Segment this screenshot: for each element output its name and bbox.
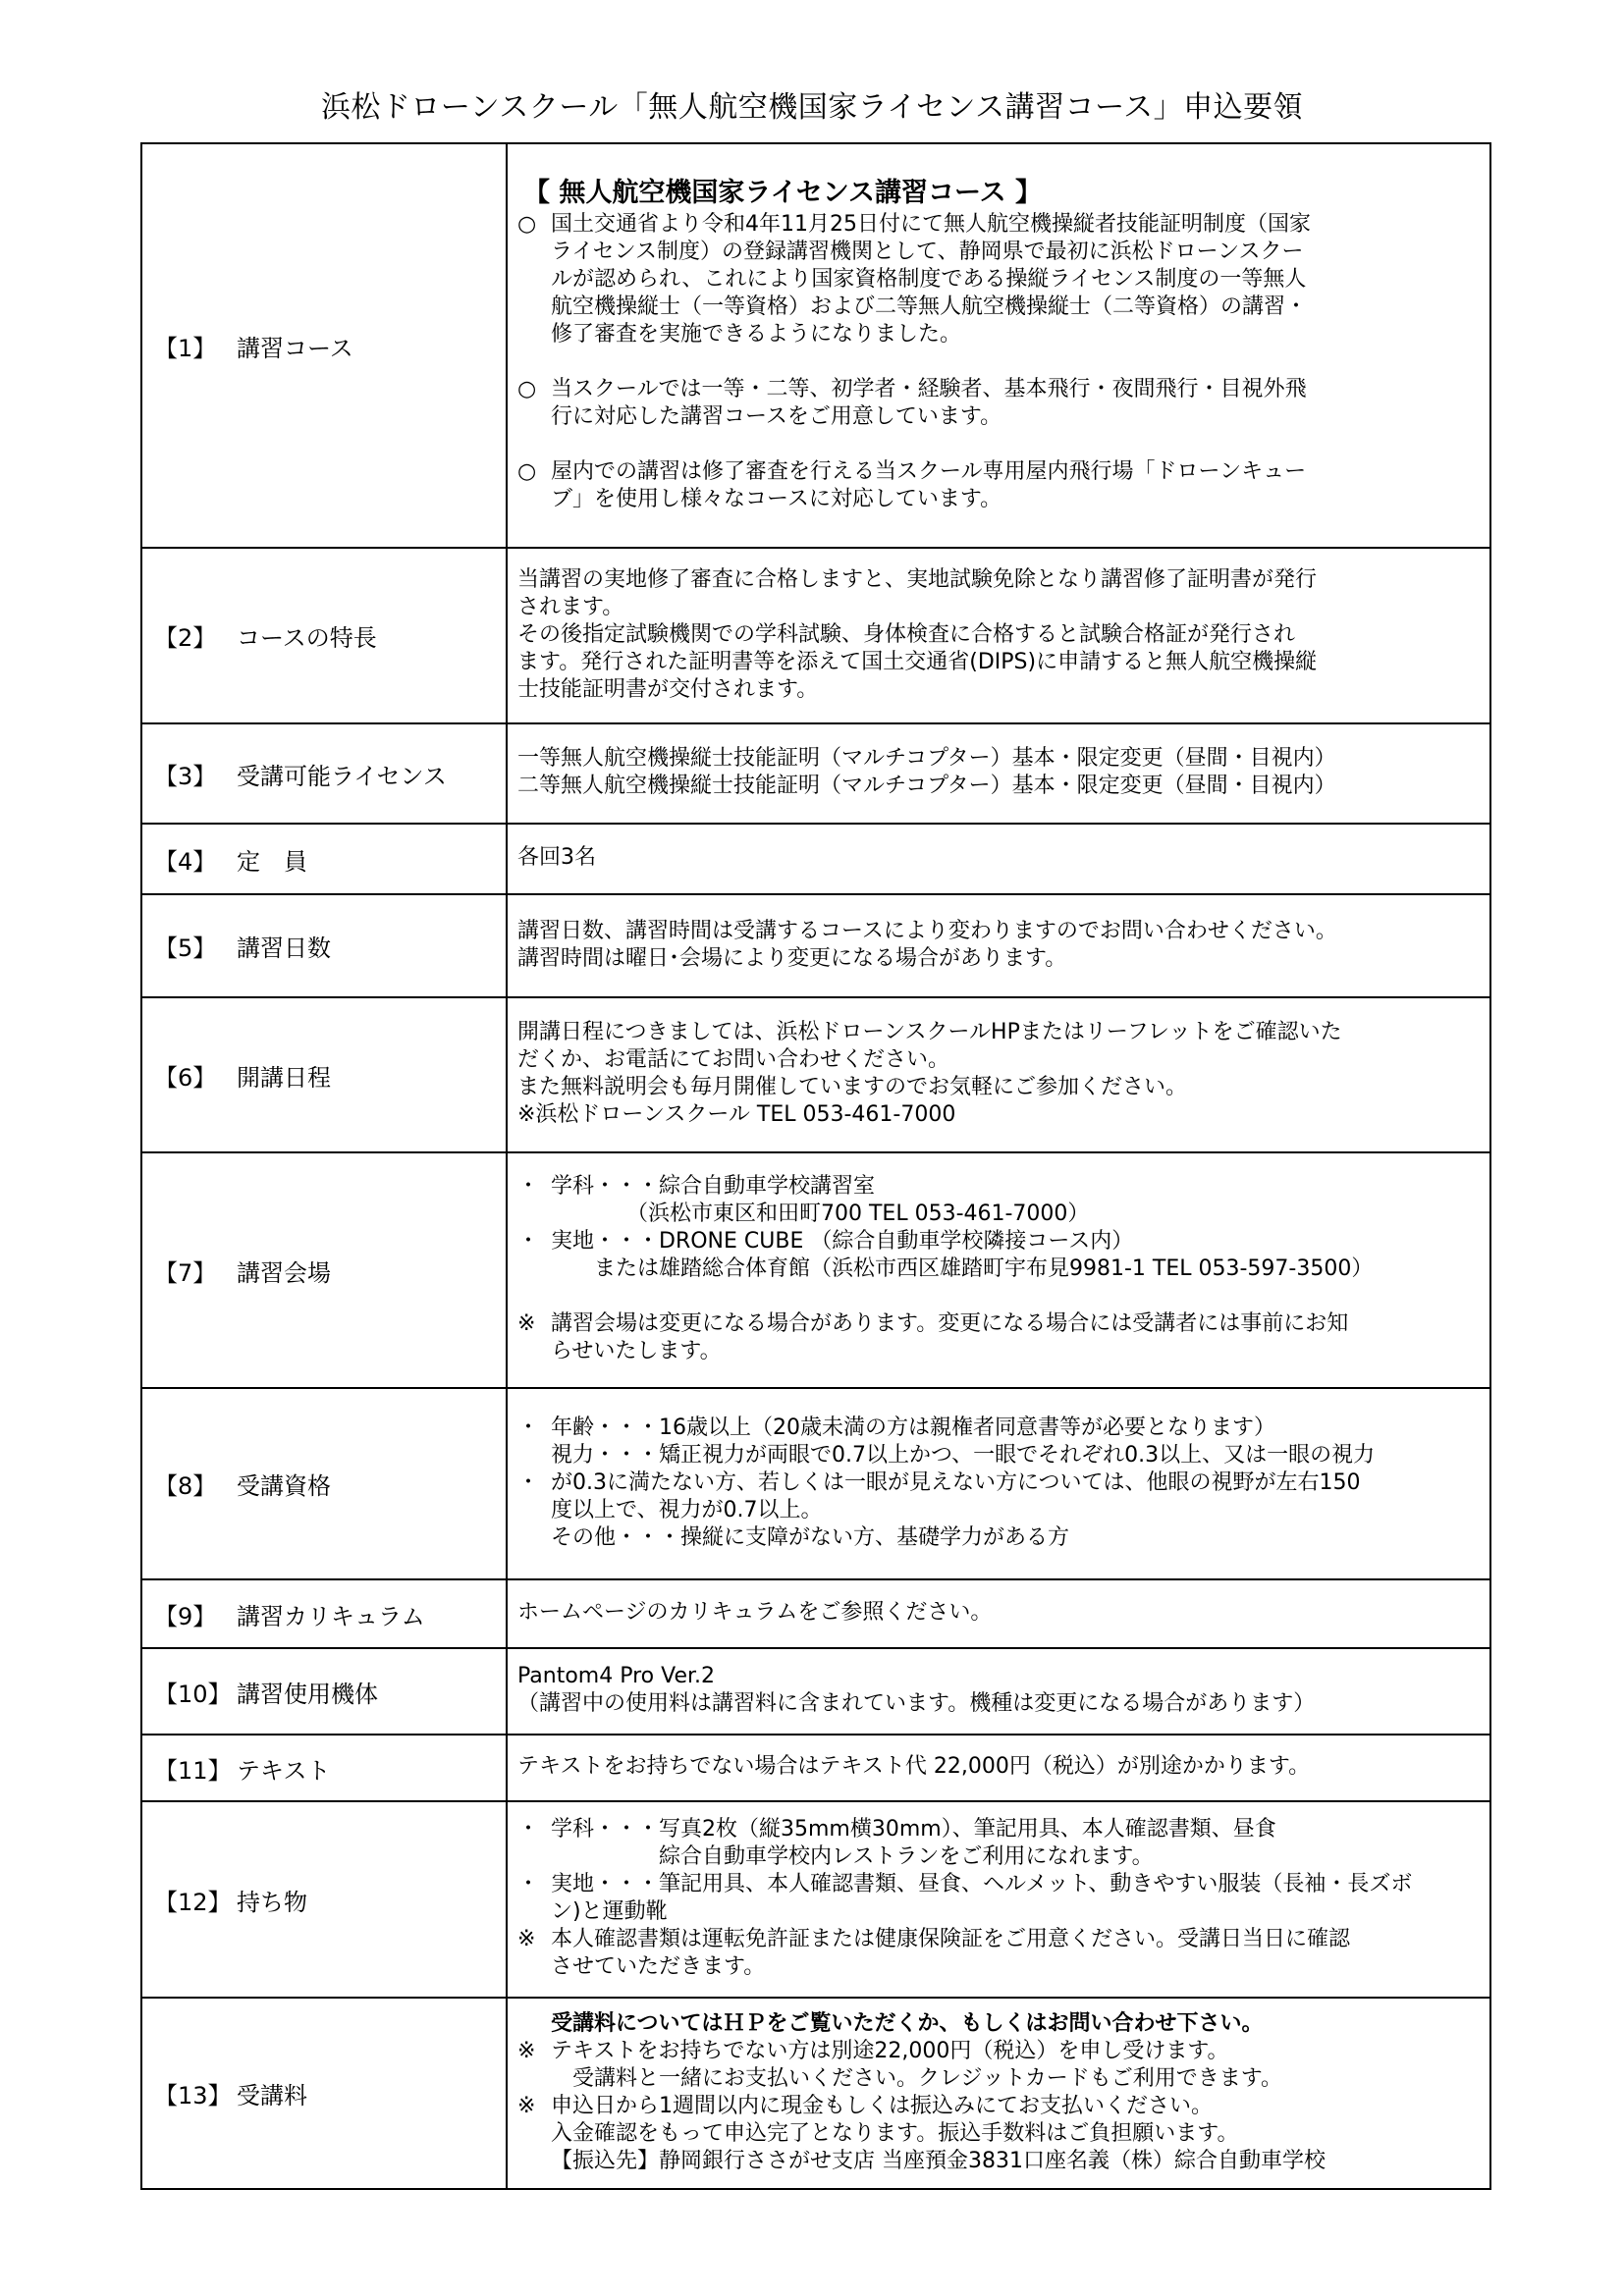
text-line: 一等無人航空機操縦士技能証明（マルチコプター）基本・限定変更（昼間・目視内） bbox=[517, 746, 1336, 771]
paragraph-text bbox=[551, 211, 1476, 348]
text-line: ン)と運動靴 bbox=[551, 1899, 668, 1924]
bullet-mark: ・ bbox=[517, 1415, 540, 1440]
paragraph-gap bbox=[517, 1283, 1476, 1310]
text-line: （浜松市東区和田町700 TEL 053-461-7000） bbox=[551, 1201, 1090, 1226]
row-content bbox=[508, 1749, 1489, 1787]
text-line: 度以上で、視力が0.7以上。 bbox=[551, 1497, 823, 1522]
row-content bbox=[508, 1411, 1489, 1558]
row-label bbox=[142, 2076, 506, 2110]
row-content bbox=[508, 1169, 1489, 1371]
row-number: 【2】 bbox=[154, 624, 217, 652]
paragraph-gap bbox=[517, 431, 1476, 458]
text-line: 当スクールでは一等・二等、初学者・経験者、基本飛行・夜間飛行・目視外飛 bbox=[551, 377, 1307, 401]
paragraph bbox=[517, 1310, 1476, 1365]
paragraph bbox=[517, 1442, 1476, 1469]
row-label bbox=[142, 1254, 506, 1288]
paragraph bbox=[517, 1173, 1476, 1228]
text-line: 受講料についてはＨＰをご覧いただくか、もしくはお問い合わせ下さい。 bbox=[551, 2010, 1264, 2036]
text-line: 学科・・・綜合自動車学校講習室 bbox=[551, 1174, 876, 1199]
paragraph-gap bbox=[517, 348, 1476, 376]
table-row bbox=[141, 824, 1490, 894]
text-line: 国土交通省より令和4年11月25日付にて無人航空機操縦者技能証明制度（国家 bbox=[551, 212, 1311, 237]
row-label-cell bbox=[141, 824, 507, 894]
text-line: 【振込先】静岡銀行ささがせ支店 当座預金3831口座名義（株）綜合自動車学校 bbox=[551, 2148, 1326, 2173]
row-label-text: 講習日数 bbox=[237, 934, 331, 962]
row-label bbox=[142, 1597, 506, 1631]
page-title: 浜松ドローンスクール「無人航空機国家ライセンス講習コース」申込要領 bbox=[320, 90, 1304, 125]
bullet-mark: ※ bbox=[517, 2093, 536, 2118]
paragraph bbox=[517, 211, 1476, 348]
row-label-cell bbox=[141, 1648, 507, 1735]
row-content bbox=[508, 1015, 1489, 1135]
row-content bbox=[508, 172, 1489, 519]
row-content-cell bbox=[507, 824, 1490, 894]
row-label bbox=[142, 1467, 506, 1501]
text-line: 入金確認をもって申込完了となります。振込手数料はご負担願います。 bbox=[551, 2120, 1239, 2146]
paragraph-text bbox=[551, 2038, 1476, 2093]
text-line: 修了審査を実施できるようになりました。 bbox=[551, 322, 962, 347]
row-content-cell bbox=[507, 1152, 1490, 1388]
text-line: 学科・・・写真2枚（縦35mm横30mm）、筆記用具、本人確認書類、昼食 bbox=[551, 1817, 1276, 1842]
row-label bbox=[142, 757, 506, 791]
row-content-cell bbox=[507, 1388, 1490, 1579]
table-row bbox=[141, 1648, 1490, 1735]
bullet-mark: ○ bbox=[517, 459, 537, 484]
table-row bbox=[141, 143, 1490, 548]
paragraph bbox=[517, 1871, 1476, 1926]
text-line: ブ」を使用し様々なコースに対応しています。 bbox=[551, 487, 1002, 511]
row-label-text: 受講資格 bbox=[237, 1472, 331, 1500]
row-label-text: 受講料 bbox=[237, 2082, 307, 2109]
row-number: 【3】 bbox=[154, 762, 217, 790]
paragraph bbox=[517, 2038, 1476, 2093]
bullet-mark: ・ bbox=[517, 1817, 540, 1842]
row-label-cell bbox=[141, 723, 507, 824]
row-content-cell bbox=[507, 1801, 1490, 1998]
text-line: 講習会場は変更になる場合があります。変更になる場合には受講者には事前にお知 bbox=[551, 1311, 1349, 1336]
row-content bbox=[508, 1595, 1489, 1632]
table-row bbox=[141, 548, 1490, 723]
row-label-text: 講習コース bbox=[237, 334, 353, 362]
text-line: らせいたします。 bbox=[551, 1339, 722, 1363]
row-label-cell bbox=[141, 1801, 507, 1998]
table-row bbox=[141, 997, 1490, 1152]
text-line: 本人確認書類は運転免許証または健康保険証をご用意ください。受講日当日に確認 bbox=[551, 1927, 1351, 1951]
row-label-cell bbox=[141, 143, 507, 548]
row-content-cell bbox=[507, 997, 1490, 1152]
paragraph-text bbox=[551, 458, 1476, 513]
row-label-text: 講習会場 bbox=[237, 1258, 331, 1287]
row-number: 【5】 bbox=[154, 934, 217, 962]
row-label-cell bbox=[141, 548, 507, 723]
row-number: 【4】 bbox=[154, 847, 217, 876]
row-label-text: 持ち物 bbox=[237, 1888, 307, 1916]
paragraph bbox=[517, 458, 1476, 513]
row-label-text: 開講日程 bbox=[237, 1063, 331, 1092]
row-label-cell bbox=[141, 997, 507, 1152]
paragraph-text bbox=[551, 1173, 1476, 1228]
row-content bbox=[508, 1659, 1489, 1724]
text-line: ルが認められ、これにより国家資格制度である操縦ライセンス制度の一等無人 bbox=[551, 267, 1307, 292]
row-label bbox=[142, 842, 506, 877]
row-content-cell bbox=[507, 723, 1490, 824]
text-line: 実地・・・DRONE CUBE （綜合自動車学校隣接コース内） bbox=[551, 1229, 1134, 1254]
row-content bbox=[508, 741, 1489, 806]
row-content-cell bbox=[507, 894, 1490, 997]
row-label bbox=[142, 1058, 506, 1093]
row-label bbox=[142, 1883, 506, 1917]
text-line: （講習中の使用料は講習料に含まれています。機種は変更になる場合があります） bbox=[517, 1691, 1316, 1716]
text-line: 視力・・・矯正視力が両眼で0.7以上かつ、一眼でそれぞれ0.3以上、又は一眼の視力 bbox=[551, 1442, 1376, 1468]
row-label-cell bbox=[141, 1735, 507, 1801]
row-number: 【6】 bbox=[154, 1063, 217, 1092]
paragraph-text bbox=[551, 1228, 1476, 1283]
paragraph-text bbox=[551, 1442, 1476, 1469]
paragraph-text bbox=[551, 1926, 1476, 1981]
row-number: 【11】 bbox=[154, 1756, 232, 1785]
paragraph-text bbox=[551, 2093, 1476, 2175]
text-line: されます。 bbox=[517, 594, 624, 619]
table-row bbox=[141, 1388, 1490, 1579]
text-line: 開講日程につきましては、浜松ドローンスクールHPまたはリーフレットをご確認いた bbox=[517, 1020, 1342, 1044]
row-label-cell bbox=[141, 1998, 507, 2189]
bullet-mark: ※ bbox=[517, 1927, 536, 1951]
row-number: 【9】 bbox=[154, 1602, 217, 1630]
row-number: 【12】 bbox=[154, 1888, 232, 1916]
row-label bbox=[142, 1675, 506, 1709]
text-line: 航空機操縦士（一等資格）および二等無人航空機操縦士（二等資格）の講習・ bbox=[551, 294, 1308, 319]
text-line: また無料説明会も毎月開催していますのでお気軽にご参加ください。 bbox=[517, 1075, 1188, 1099]
paragraph-text bbox=[551, 2010, 1476, 2038]
row-label-text: 受講可能ライセンス bbox=[237, 762, 447, 790]
text-line: テキストをお持ちでない方は別途22,000円（税込）を申し受けます。 bbox=[551, 2038, 1229, 2063]
text-line: ライセンス制度）の登録講習機関として、静岡県で最初に浜松ドローンスクー bbox=[551, 240, 1304, 264]
row-label-cell bbox=[141, 1388, 507, 1579]
table-row bbox=[141, 1735, 1490, 1801]
row-label bbox=[142, 1751, 506, 1786]
paragraph bbox=[517, 1469, 1476, 1552]
text-line: 行に対応した講習コースをご用意しています。 bbox=[551, 404, 1002, 429]
text-line: 二等無人航空機操縦士技能証明（マルチコプター）基本・限定変更（昼間・目視内） bbox=[517, 774, 1336, 798]
row-content bbox=[508, 914, 1489, 979]
paragraph bbox=[517, 1816, 1476, 1871]
row-number: 【7】 bbox=[154, 1258, 217, 1287]
paragraph bbox=[517, 1926, 1476, 1981]
paragraph-text bbox=[551, 1310, 1476, 1365]
row-content-cell bbox=[507, 1735, 1490, 1801]
table-row bbox=[141, 1152, 1490, 1388]
paragraph-text bbox=[551, 1415, 1476, 1442]
row-label-text: 定 員 bbox=[237, 847, 307, 876]
row-content bbox=[508, 1812, 1489, 1987]
bullet-mark: ・ bbox=[517, 1229, 540, 1254]
text-line: その他・・・操縦に支障がない方、基礎学力がある方 bbox=[551, 1524, 1070, 1550]
row-content-cell bbox=[507, 1998, 1490, 2189]
row-content bbox=[508, 562, 1489, 710]
row-label-text: テキスト bbox=[237, 1756, 331, 1785]
section-heading: 【 無人航空機国家ライセンス講習コース 】 bbox=[523, 178, 1043, 208]
row-number: 【8】 bbox=[154, 1472, 217, 1500]
text-line: 受講料と一緒にお支払いください。クレジットカードもご利用できます。 bbox=[551, 2065, 1283, 2091]
row-label bbox=[142, 929, 506, 963]
text-line: 綜合自動車学校内レストランをご利用になれます。 bbox=[551, 1844, 1154, 1869]
row-number: 【13】 bbox=[154, 2082, 232, 2109]
paragraph bbox=[517, 1228, 1476, 1283]
paragraph bbox=[517, 376, 1476, 431]
paragraph bbox=[517, 2010, 1476, 2038]
bullet-mark bbox=[517, 2010, 551, 2038]
text-line: 当講習の実地修了審査に合格しますと、実地試験免除となり講習修了証明書が発行 bbox=[517, 566, 1318, 592]
application-table bbox=[140, 142, 1491, 2190]
row-label bbox=[142, 618, 506, 653]
text-line: 講習日数、講習時間は受講するコースにより変わりますのでお問い合わせください。 bbox=[517, 918, 1337, 943]
text-line: させていただきます。 bbox=[551, 1954, 766, 1979]
table-row bbox=[141, 1579, 1490, 1648]
row-number: 【1】 bbox=[154, 334, 217, 362]
paragraph-text bbox=[551, 1469, 1476, 1552]
paragraph-text bbox=[551, 1816, 1476, 1871]
bullet-mark bbox=[517, 1442, 551, 1469]
text-line: 講習時間は曜日･会場により変更になる場合があります。 bbox=[517, 945, 1067, 971]
table-row bbox=[141, 1801, 1490, 1998]
bullet-mark: ○ bbox=[517, 212, 537, 237]
bullet-mark: ・ bbox=[517, 1469, 540, 1495]
row-label bbox=[142, 329, 506, 363]
row-label-text: コースの特長 bbox=[237, 624, 377, 652]
bullet-mark: ※ bbox=[517, 2038, 536, 2063]
row-content-cell bbox=[507, 143, 1490, 548]
text-line: ※浜松ドローンスクール TEL 053-461-7000 bbox=[517, 1102, 956, 1127]
table-row bbox=[141, 1998, 1490, 2189]
text-line: 士技能証明書が交付されます。 bbox=[517, 676, 819, 702]
text-line: または雄踏総合体育館（浜松市西区雄踏町宇布見9981-1 TEL 053-597-3500） bbox=[551, 1256, 1374, 1281]
text-line: 屋内での講習は修了審査を行える当スクール専用屋内飛行場「ドローンキュー bbox=[551, 459, 1307, 484]
paragraph-text bbox=[551, 1871, 1476, 1926]
row-content-cell bbox=[507, 1648, 1490, 1735]
text-line: Pantom4 Pro Ver.2 bbox=[517, 1664, 715, 1688]
text-line: 申込日から1週間以内に現金もしくは振込みにてお支払いください。 bbox=[551, 2093, 1213, 2118]
text-line: 実地・・・筆記用具、本人確認書類、昼食、ヘルメット、動きやすい服装（長袖・長ズボ bbox=[551, 1872, 1413, 1896]
row-label-cell bbox=[141, 1152, 507, 1388]
row-label-cell bbox=[141, 894, 507, 997]
paragraph bbox=[517, 1415, 1476, 1442]
text-line: 年齢・・・16歳以上（20歳未満の方は親権者同意書等が必要となります） bbox=[551, 1415, 1275, 1440]
row-content-cell bbox=[507, 1579, 1490, 1648]
table-row bbox=[141, 723, 1490, 824]
bullet-mark: ・ bbox=[517, 1174, 540, 1199]
bullet-mark: ○ bbox=[517, 377, 537, 401]
row-content-cell bbox=[507, 548, 1490, 723]
row-content bbox=[508, 2006, 1489, 2181]
row-label-text: 講習使用機体 bbox=[237, 1680, 378, 1708]
text-line: テキストをお持ちでない場合はテキスト代 22,000円（税込）が別途かかります。 bbox=[517, 1754, 1311, 1779]
text-line: その後指定試験機関での学科試験、身体検査に合格すると試験合格証が発行され bbox=[517, 621, 1296, 647]
row-label-cell bbox=[141, 1579, 507, 1648]
bullet-mark: ・ bbox=[517, 1872, 540, 1896]
paragraph bbox=[517, 2093, 1476, 2175]
text-line: ます。発行された証明書等を添えて国土交通省(DIPS)に申請すると無人航空機操縦 bbox=[517, 649, 1318, 674]
paragraph-text bbox=[551, 376, 1476, 431]
text-line: 各回3名 bbox=[517, 845, 596, 870]
row-content bbox=[508, 840, 1489, 878]
bullet-mark: ※ bbox=[517, 1311, 536, 1336]
table-row bbox=[141, 894, 1490, 997]
text-line: ホームページのカリキュラムをご参照ください。 bbox=[517, 1600, 993, 1625]
row-label-text: 講習カリキュラム bbox=[237, 1602, 425, 1630]
text-line: だくか、お電話にてお問い合わせください。 bbox=[517, 1047, 950, 1072]
text-line: が0.3に満たない方、若しくは一眼が見えない方については、他眼の視野が左右150 bbox=[551, 1469, 1361, 1495]
row-number: 【10】 bbox=[154, 1680, 232, 1708]
